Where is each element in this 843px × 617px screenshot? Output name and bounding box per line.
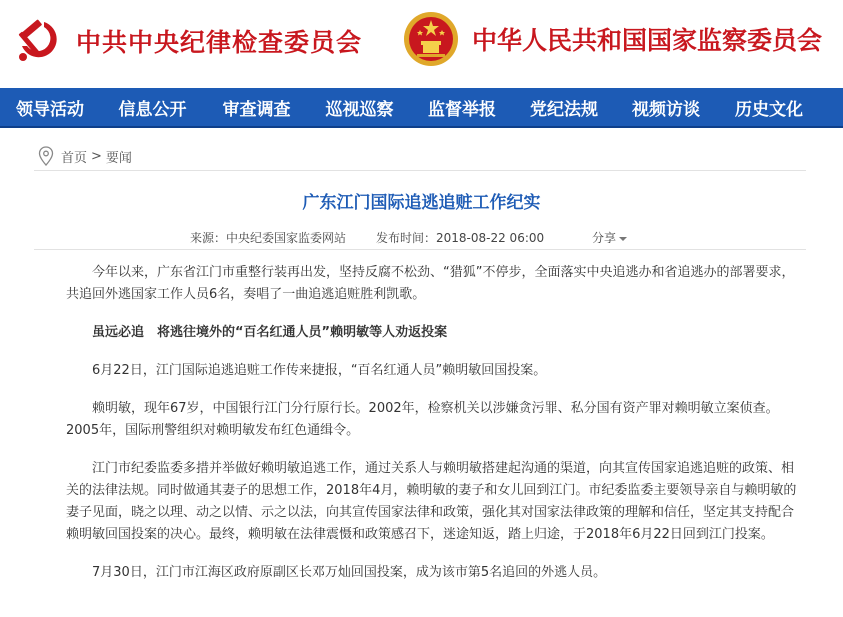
breadcrumb-divider bbox=[34, 170, 806, 171]
cpc-title: 中共中央纪律检查委员会 bbox=[76, 28, 363, 57]
nav-item-inspection[interactable]: 巡视巡察 bbox=[325, 99, 394, 120]
article-paragraph: 江门市纪委监委多措并举做好赖明敏追逃工作，通过关系人与赖明敏搭建起沟通的渠道，向其宣传国家追逃追赃的政策、相关的法律法规。同时做通其妻子的思想工作，2018年4月，赖明敏的妻子和女儿回到江门。市纪委监委主要领导亲自与赖明敏的妻子见面，晓之以理、动之以情、示之以法，向其宣传国家法律和政策，强化其对国家法律政策的理解和信任，坚定其支持配合赖明敏回国投案的决心。最终，赖明敏在法律震慑和政策感召下，迷途知返，踏上归途，于2018年6月22日回到江门投案。 bbox=[66, 461, 797, 542]
chevron-down-icon bbox=[619, 237, 627, 241]
article-paragraph: 6月22日，江门国际追逃追赃工作传来捷报，“百名红通人员”赖明敏回国投案。 bbox=[92, 363, 547, 378]
share-label: 分享 bbox=[592, 231, 617, 245]
main-nav bbox=[0, 88, 843, 128]
hammer-sickle-icon bbox=[14, 16, 64, 66]
cpc-brand[interactable] bbox=[14, 16, 362, 66]
article-source: 来源：中央纪委国家监委网站 bbox=[190, 231, 347, 245]
article-title: 广东江门国际追逃追赃工作纪实 bbox=[302, 193, 541, 213]
nav-item-leadership[interactable]: 领导活动 bbox=[16, 99, 84, 120]
nav-item-info-disclosure[interactable]: 信息公开 bbox=[118, 99, 187, 120]
nav-item-investigation[interactable]: 审查调查 bbox=[222, 99, 291, 120]
breadcrumb bbox=[38, 146, 132, 166]
meta-divider bbox=[34, 249, 806, 250]
breadcrumb-separator: > bbox=[91, 148, 102, 164]
nav-item-video[interactable]: 视频访谈 bbox=[632, 99, 700, 120]
site-header bbox=[0, 0, 843, 88]
nav-item-report[interactable]: 监督举报 bbox=[428, 99, 496, 120]
share-button[interactable] bbox=[592, 229, 627, 246]
article-paragraph: 7月30日，江门市江海区政府原副区长邓万灿回国投案，成为该市第5名追回的外逃人员。 bbox=[92, 565, 607, 580]
breadcrumb-current[interactable]: 要闻 bbox=[105, 150, 132, 166]
nav-item-regulations[interactable]: 党纪法规 bbox=[530, 99, 598, 120]
article-time: 发布时间：2018-08-22 06:00 bbox=[376, 231, 545, 245]
location-pin-icon bbox=[38, 146, 54, 166]
article-paragraph: 今年以来，广东省江门市重整行装再出发，坚持反腐不松劲、“猎狐”不停步，全面落实中央追逃办和省追逃办的部署要求，共追回外逃国家工作人员6名，奏唱了一曲追逃追赃胜利凯歌。 bbox=[66, 265, 795, 302]
nsc-title: 中华人民共和国国家监察委员会 bbox=[472, 26, 823, 55]
article-paragraph: 赖明敏，现年67岁，中国银行江门分行原行长。2002年，检察机关以涉嫌贪污罪、私分国有资产罪对赖明敏立案侦查。2005年，国际刑警组织对赖明敏发布红色通缉令。 bbox=[66, 401, 779, 438]
breadcrumb-home[interactable]: 首页 bbox=[61, 150, 88, 166]
article-subheading: 虽远必追 将逃往境外的“百名红通人员”赖明敏等人劝返投案 bbox=[92, 325, 448, 340]
national-emblem-icon bbox=[402, 10, 460, 68]
nsc-brand[interactable] bbox=[402, 10, 822, 68]
nav-item-history[interactable]: 历史文化 bbox=[735, 99, 803, 120]
article-body bbox=[66, 262, 804, 584]
